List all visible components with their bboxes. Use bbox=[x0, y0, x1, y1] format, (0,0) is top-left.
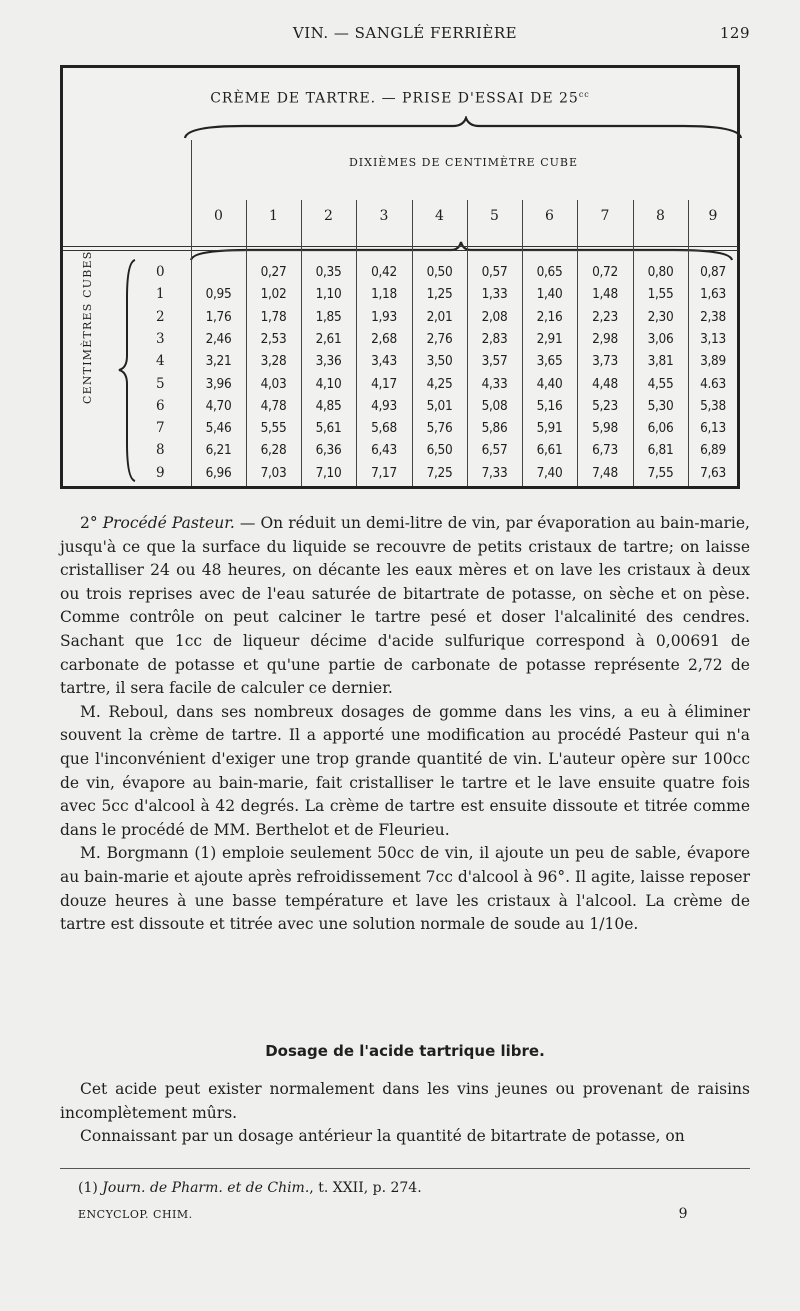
column-rule bbox=[577, 200, 578, 486]
table-cell: 3,73 bbox=[592, 353, 618, 370]
table-cell: 3,89 bbox=[700, 353, 726, 370]
table-cell: 7,63 bbox=[700, 464, 726, 481]
paragraph-borgmann: M. Borgmann (1) emploie seulement 50cc de vin, il ajoute un peu de sable, évapore au bain-marie et ajoute après refroidissement 7cc d'alcool à 96°. Il agite, laisse reposer douze heures à une basse température et lave les cristaux à l'alcool. La crème de tartre est dissoute et titrée avec une solution normale de soude au 1/10e. bbox=[60, 844, 750, 934]
column-header: 0 bbox=[214, 208, 223, 224]
table-cell: 6,36 bbox=[315, 442, 342, 459]
table-cell: 4,33 bbox=[481, 375, 508, 392]
table-cell: 5,55 bbox=[260, 420, 287, 437]
table-cell: 6,50 bbox=[426, 442, 453, 459]
table-cell: 3,21 bbox=[205, 353, 232, 370]
table-cell: 2,98 bbox=[592, 330, 618, 347]
column-rule bbox=[467, 200, 468, 486]
table-subcaption: DIXIÈMES DE CENTIMÈTRE CUBE bbox=[348, 156, 579, 169]
table-cell: 6,89 bbox=[700, 442, 726, 459]
row-brace bbox=[115, 258, 139, 483]
table-cell: 3,13 bbox=[700, 330, 726, 347]
table-cell: 5,23 bbox=[592, 397, 618, 414]
paragraph-number: 2° bbox=[80, 514, 103, 532]
table-cell: 7,33 bbox=[481, 464, 508, 481]
table-cell: 7,55 bbox=[647, 464, 674, 481]
table-cell: 1,18 bbox=[371, 286, 397, 303]
table-cell: 3,81 bbox=[647, 353, 674, 370]
table-cell: 4,55 bbox=[647, 375, 674, 392]
table-cell: 4,93 bbox=[371, 397, 397, 414]
table-cell: 2,53 bbox=[260, 330, 287, 347]
column-header: 9 bbox=[708, 208, 718, 224]
table-cell: 7,48 bbox=[592, 464, 618, 481]
row-label: 4 bbox=[156, 353, 165, 370]
table-cell: 1,63 bbox=[700, 286, 726, 303]
footer-imprint: ENCYCLOP. CHIM. bbox=[78, 1208, 193, 1221]
running-head-title: VIN. — SANGLÉ FERRIÈRE bbox=[292, 24, 518, 42]
table-cell: 4,17 bbox=[371, 375, 397, 392]
table-cell: 4,70 bbox=[205, 397, 232, 414]
table-grid bbox=[63, 68, 737, 486]
table-cell: 0,95 bbox=[205, 286, 232, 303]
footnote-marker: (1) bbox=[78, 1180, 103, 1196]
table-cell: 2,08 bbox=[481, 308, 508, 325]
row-label: 6 bbox=[156, 397, 165, 414]
table-cell: 2,46 bbox=[205, 330, 232, 347]
table-cell: 5,30 bbox=[647, 397, 674, 414]
signature-mark: 9 bbox=[678, 1206, 688, 1222]
table-cell: 6,96 bbox=[205, 464, 232, 481]
table-cell: 0,27 bbox=[260, 264, 287, 280]
table-caption-text: CRÈME DE TARTRE. — PRISE D'ESSAI DE 25 bbox=[210, 90, 579, 107]
table-cell: 0,42 bbox=[371, 264, 397, 280]
side-label: CENTIMÈTRES CUBES bbox=[81, 250, 94, 404]
table-cell: 2,23 bbox=[592, 308, 618, 325]
table-cell: 6,28 bbox=[260, 442, 287, 459]
column-header: 4 bbox=[435, 208, 444, 224]
column-header: 6 bbox=[545, 208, 554, 224]
table-cell: 2,61 bbox=[315, 330, 342, 347]
table-cell: 4.63 bbox=[700, 375, 726, 392]
table-cell: 7,17 bbox=[371, 464, 397, 481]
row-label: 0 bbox=[156, 264, 165, 280]
table-cell: 4,40 bbox=[536, 375, 563, 392]
table-cell: 0,35 bbox=[315, 264, 342, 280]
table-cell: 6,57 bbox=[481, 442, 508, 459]
footnote bbox=[78, 1180, 422, 1196]
table-cell: 6,81 bbox=[647, 442, 674, 459]
table-cell: 3,36 bbox=[315, 353, 342, 370]
paragraph-reboul: M. Reboul, dans ses nombreux dosages de gomme dans les vins, a eu à éliminer souvent la crème de tartre. Il a apporté une modification au procédé Pasteur qui n'a que l'inconvénient d'exiger une trop grande quantité de vin. L'auteur opère sur 100cc de vin, évapore au bain-marie, fait cristalliser le tartre et le lave ensuite quatre fois avec 5cc d'alcool à 42 degrés. La crème de tartre est ensuite dissoute et titrée comme dans le procédé de MM. Berthelot et de Fleurieu. bbox=[60, 702, 750, 839]
table-cell: 3,50 bbox=[426, 353, 453, 370]
body-text bbox=[60, 512, 750, 937]
table-cell: 5,01 bbox=[426, 397, 453, 414]
table-cell: 7,25 bbox=[426, 464, 453, 481]
table-cell: 0,57 bbox=[481, 264, 508, 280]
table-cell: 2,83 bbox=[481, 330, 508, 347]
footnote-rule bbox=[60, 1168, 750, 1169]
column-header: 2 bbox=[324, 208, 333, 224]
table-cell: 7,40 bbox=[536, 464, 563, 481]
table-cell: 1,48 bbox=[592, 286, 618, 303]
row-label: 3 bbox=[156, 330, 165, 347]
row-label: 9 bbox=[156, 464, 165, 481]
column-rule bbox=[246, 200, 247, 486]
table-cell: 1,85 bbox=[315, 308, 342, 325]
body-text-2 bbox=[60, 1078, 750, 1149]
column-rule bbox=[412, 200, 413, 486]
footnote-source: Journ. de Pharm. et de Chim. bbox=[102, 1180, 310, 1196]
table-cell: 5,61 bbox=[315, 420, 342, 437]
column-header: 5 bbox=[490, 208, 499, 224]
header-rule bbox=[63, 246, 738, 247]
table-cell: 7,10 bbox=[315, 464, 342, 481]
column-rule bbox=[522, 200, 523, 486]
table-cell: 6,06 bbox=[647, 420, 674, 437]
paragraph-knowing: Connaissant par un dosage antérieur la quantité de bitartrate de potasse, on bbox=[80, 1127, 685, 1146]
table-cell: 1,78 bbox=[260, 308, 287, 325]
paragraph-acid: Cet acide peut exister normalement dans les vins jeunes ou provenant de raisins incomplètement mûrs. bbox=[60, 1080, 750, 1122]
row-label: 2 bbox=[156, 308, 165, 325]
table-cell: 1,10 bbox=[315, 286, 342, 303]
table-cell: 4,10 bbox=[315, 375, 342, 392]
paragraph-title: Procédé Pasteur. bbox=[102, 514, 235, 532]
table-cell: 2,91 bbox=[536, 330, 563, 347]
table-cell: 5,38 bbox=[700, 397, 726, 414]
row-label: 1 bbox=[156, 286, 165, 303]
table-cell: 2,76 bbox=[426, 330, 453, 347]
table-cell: 5,16 bbox=[536, 397, 563, 414]
table-cell: 2,30 bbox=[647, 308, 674, 325]
table-cell: 1,40 bbox=[536, 286, 563, 303]
table-cell: 4,78 bbox=[260, 397, 287, 414]
paragraph-pasteur-text: — On réduit un demi-litre de vin, par évaporation au bain-marie, jusqu'à ce que la surface du liquide se recouvre de petits cristaux de tartre; on laisse cristalliser 24 ou 48 heures, on décante les eaux mères et on lave les cristaux à deux ou trois reprises avec de l'eau saturée de bitartrate de potasse, on sèche et on pèse. Comme contrôle on peut calciner le tartre pesé et doser l'alcalinité des cendres. Sachant que 1cc de liqueur décime d'acide sulfurique correspond à 0,00691 de carbonate de potasse et qu'une partie de carbonate de potasse représente 2,72 de tartre, il sera facile de calculer ce dernier. bbox=[60, 514, 750, 698]
column-header: 7 bbox=[600, 208, 610, 224]
row-label: 8 bbox=[156, 442, 165, 459]
table-cell: 6,73 bbox=[592, 442, 618, 459]
table-cell: 4,48 bbox=[592, 375, 618, 392]
table-cell: 2,38 bbox=[700, 308, 726, 325]
table-caption-unit: cc bbox=[578, 90, 590, 99]
table-cell: 2,16 bbox=[536, 308, 563, 325]
footnote-ref: , t. XXII, p. 274. bbox=[309, 1180, 422, 1196]
table-cell: 4,85 bbox=[315, 397, 342, 414]
table-cell: 1,93 bbox=[371, 308, 397, 325]
column-header: 1 bbox=[269, 208, 278, 224]
table-cell: 0,65 bbox=[536, 264, 563, 280]
table-cell: 5,46 bbox=[205, 420, 232, 437]
page-number: 129 bbox=[719, 24, 750, 42]
paragraph-pasteur bbox=[60, 512, 750, 701]
table-cell: 0,72 bbox=[592, 264, 618, 280]
table-cell: 5,08 bbox=[481, 397, 508, 414]
table-cell: 3,28 bbox=[260, 353, 287, 370]
table-cell: 2,01 bbox=[426, 308, 453, 325]
table-cell: 7,03 bbox=[260, 464, 287, 481]
table-cell: 0,80 bbox=[647, 264, 674, 280]
table-cell: 0,50 bbox=[426, 264, 453, 280]
table-cell: 1,25 bbox=[426, 286, 453, 303]
table-cell: 5,86 bbox=[481, 420, 508, 437]
header-rule-double bbox=[63, 250, 738, 251]
table-cell: 3,43 bbox=[371, 353, 397, 370]
section-heading: Dosage de l'acide tartrique libre. bbox=[265, 1042, 545, 1060]
tartar-table bbox=[60, 65, 740, 489]
table-cell: 5,98 bbox=[592, 420, 618, 437]
table-cell: 5,76 bbox=[426, 420, 453, 437]
table-cell: 3,65 bbox=[536, 353, 563, 370]
table-cell: 3,06 bbox=[647, 330, 674, 347]
column-rule bbox=[191, 140, 192, 486]
page-footer bbox=[78, 1208, 688, 1221]
table-cell: 6,21 bbox=[205, 442, 232, 459]
column-header: 3 bbox=[379, 208, 389, 224]
row-label: 7 bbox=[156, 420, 165, 437]
table-cell: 6,61 bbox=[536, 442, 563, 459]
column-rule bbox=[356, 200, 357, 486]
table-cell: 3,96 bbox=[205, 375, 232, 392]
column-header: 8 bbox=[656, 208, 665, 224]
table-cell: 1,33 bbox=[481, 286, 508, 303]
table-cell: 1,55 bbox=[647, 286, 674, 303]
table-cell: 1,76 bbox=[205, 308, 232, 325]
table-cell: 5,68 bbox=[371, 420, 397, 437]
table-cell: 5,91 bbox=[536, 420, 563, 437]
row-label: 5 bbox=[156, 375, 165, 392]
table-cell: 4,25 bbox=[426, 375, 453, 392]
table-cell: 4,03 bbox=[260, 375, 287, 392]
table-cell: 0,87 bbox=[700, 264, 726, 280]
table-cell: 6,13 bbox=[700, 420, 726, 437]
column-rule bbox=[633, 200, 634, 486]
column-rule bbox=[301, 200, 302, 486]
table-cell: 6,43 bbox=[371, 442, 397, 459]
table-cell: 3,57 bbox=[481, 353, 508, 370]
running-head bbox=[60, 24, 750, 48]
table-cell: 2,68 bbox=[371, 330, 397, 347]
table-cell: 1,02 bbox=[260, 286, 287, 303]
